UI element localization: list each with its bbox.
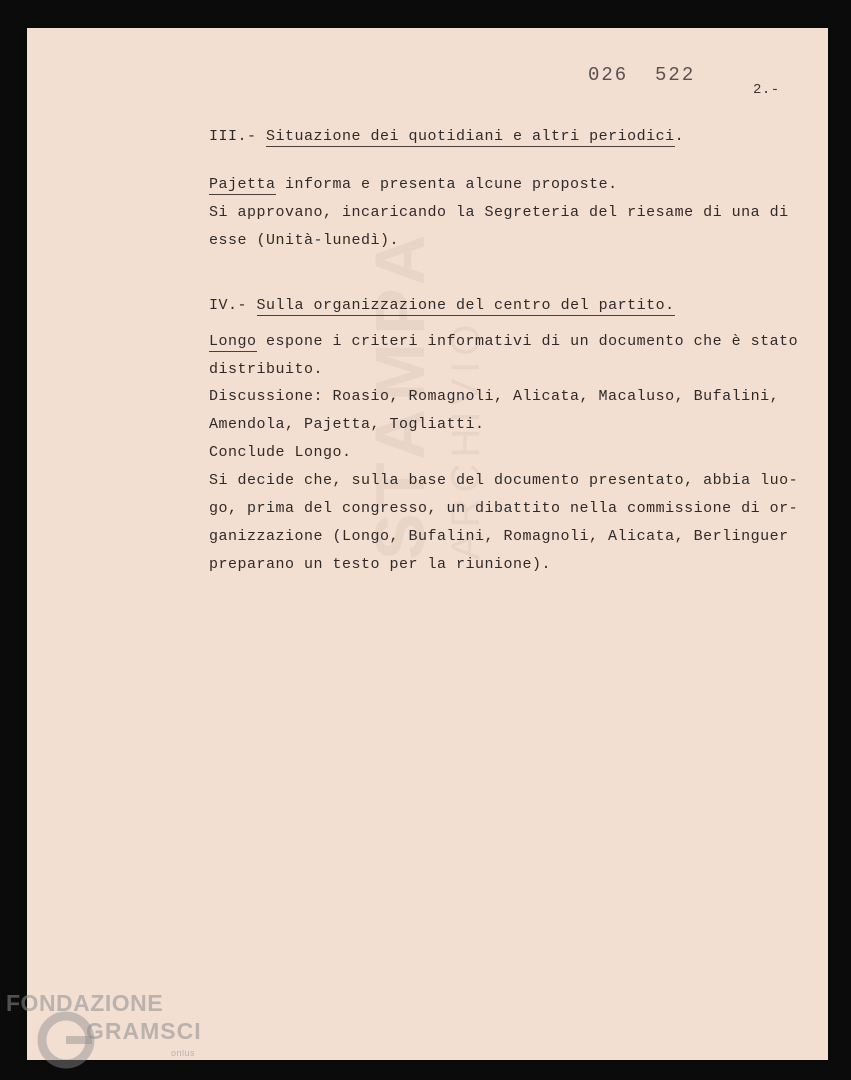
section-4-line: go, prima del congresso, un dibattito nella commissione di or- — [209, 500, 799, 517]
archive-number: 026 522 — [588, 64, 696, 86]
section-3-line-1 — [209, 177, 618, 192]
section-4-number: IV.- — [209, 297, 257, 314]
section-3-line-3: esse (Unità-lunedì). — [209, 232, 400, 249]
section-3-line-1-text: informa e presenta alcune proposte. — [275, 176, 618, 193]
section-3-number: III.- — [209, 128, 267, 145]
section-4-line-1-text: espone i criteri informativi di un documento che è stato — [256, 333, 799, 350]
section-4-title: Sulla organizzazione del centro del partito. — [256, 297, 675, 314]
section-3-speaker: Pajetta — [209, 176, 276, 193]
section-4-speaker: Longo — [209, 333, 257, 350]
section-4-line: Si decide che, sulla base del documento presentato, abbia luo- — [209, 472, 799, 489]
section-4-line: distribuito. — [209, 361, 324, 378]
section-3-heading — [209, 129, 684, 144]
section-4-line: Discussione: Roasio, Romagnoli, Alicata, Macaluso, Bufalini, — [209, 388, 780, 405]
logo-line-2: GRAMSCI — [86, 1018, 202, 1044]
section-3-title: Situazione dei quotidiani e altri periodici — [266, 128, 675, 145]
fondazione-gramsci-logo — [6, 990, 206, 1070]
section-4-line-1 — [209, 334, 798, 349]
section-4-line: ganizzazione (Longo, Bufalini, Romagnoli, Alicata, Berlinguer — [209, 528, 789, 545]
section-4-line: Amendola, Pajetta, Togliatti. — [209, 416, 485, 433]
section-4-line: preparano un testo per la riunione). — [209, 556, 552, 573]
logo-line-3: onlus — [171, 1048, 196, 1058]
section-4-heading — [209, 298, 675, 313]
logo-line-1: FONDAZIONE — [6, 990, 164, 1016]
section-3-line-2: Si approvano, incaricando la Segreteria del riesame di una di — [209, 204, 789, 221]
section-4-line: Conclude Longo. — [209, 444, 352, 461]
page-number: 2.- — [753, 82, 780, 98]
section-3-title-end: . — [674, 128, 685, 145]
